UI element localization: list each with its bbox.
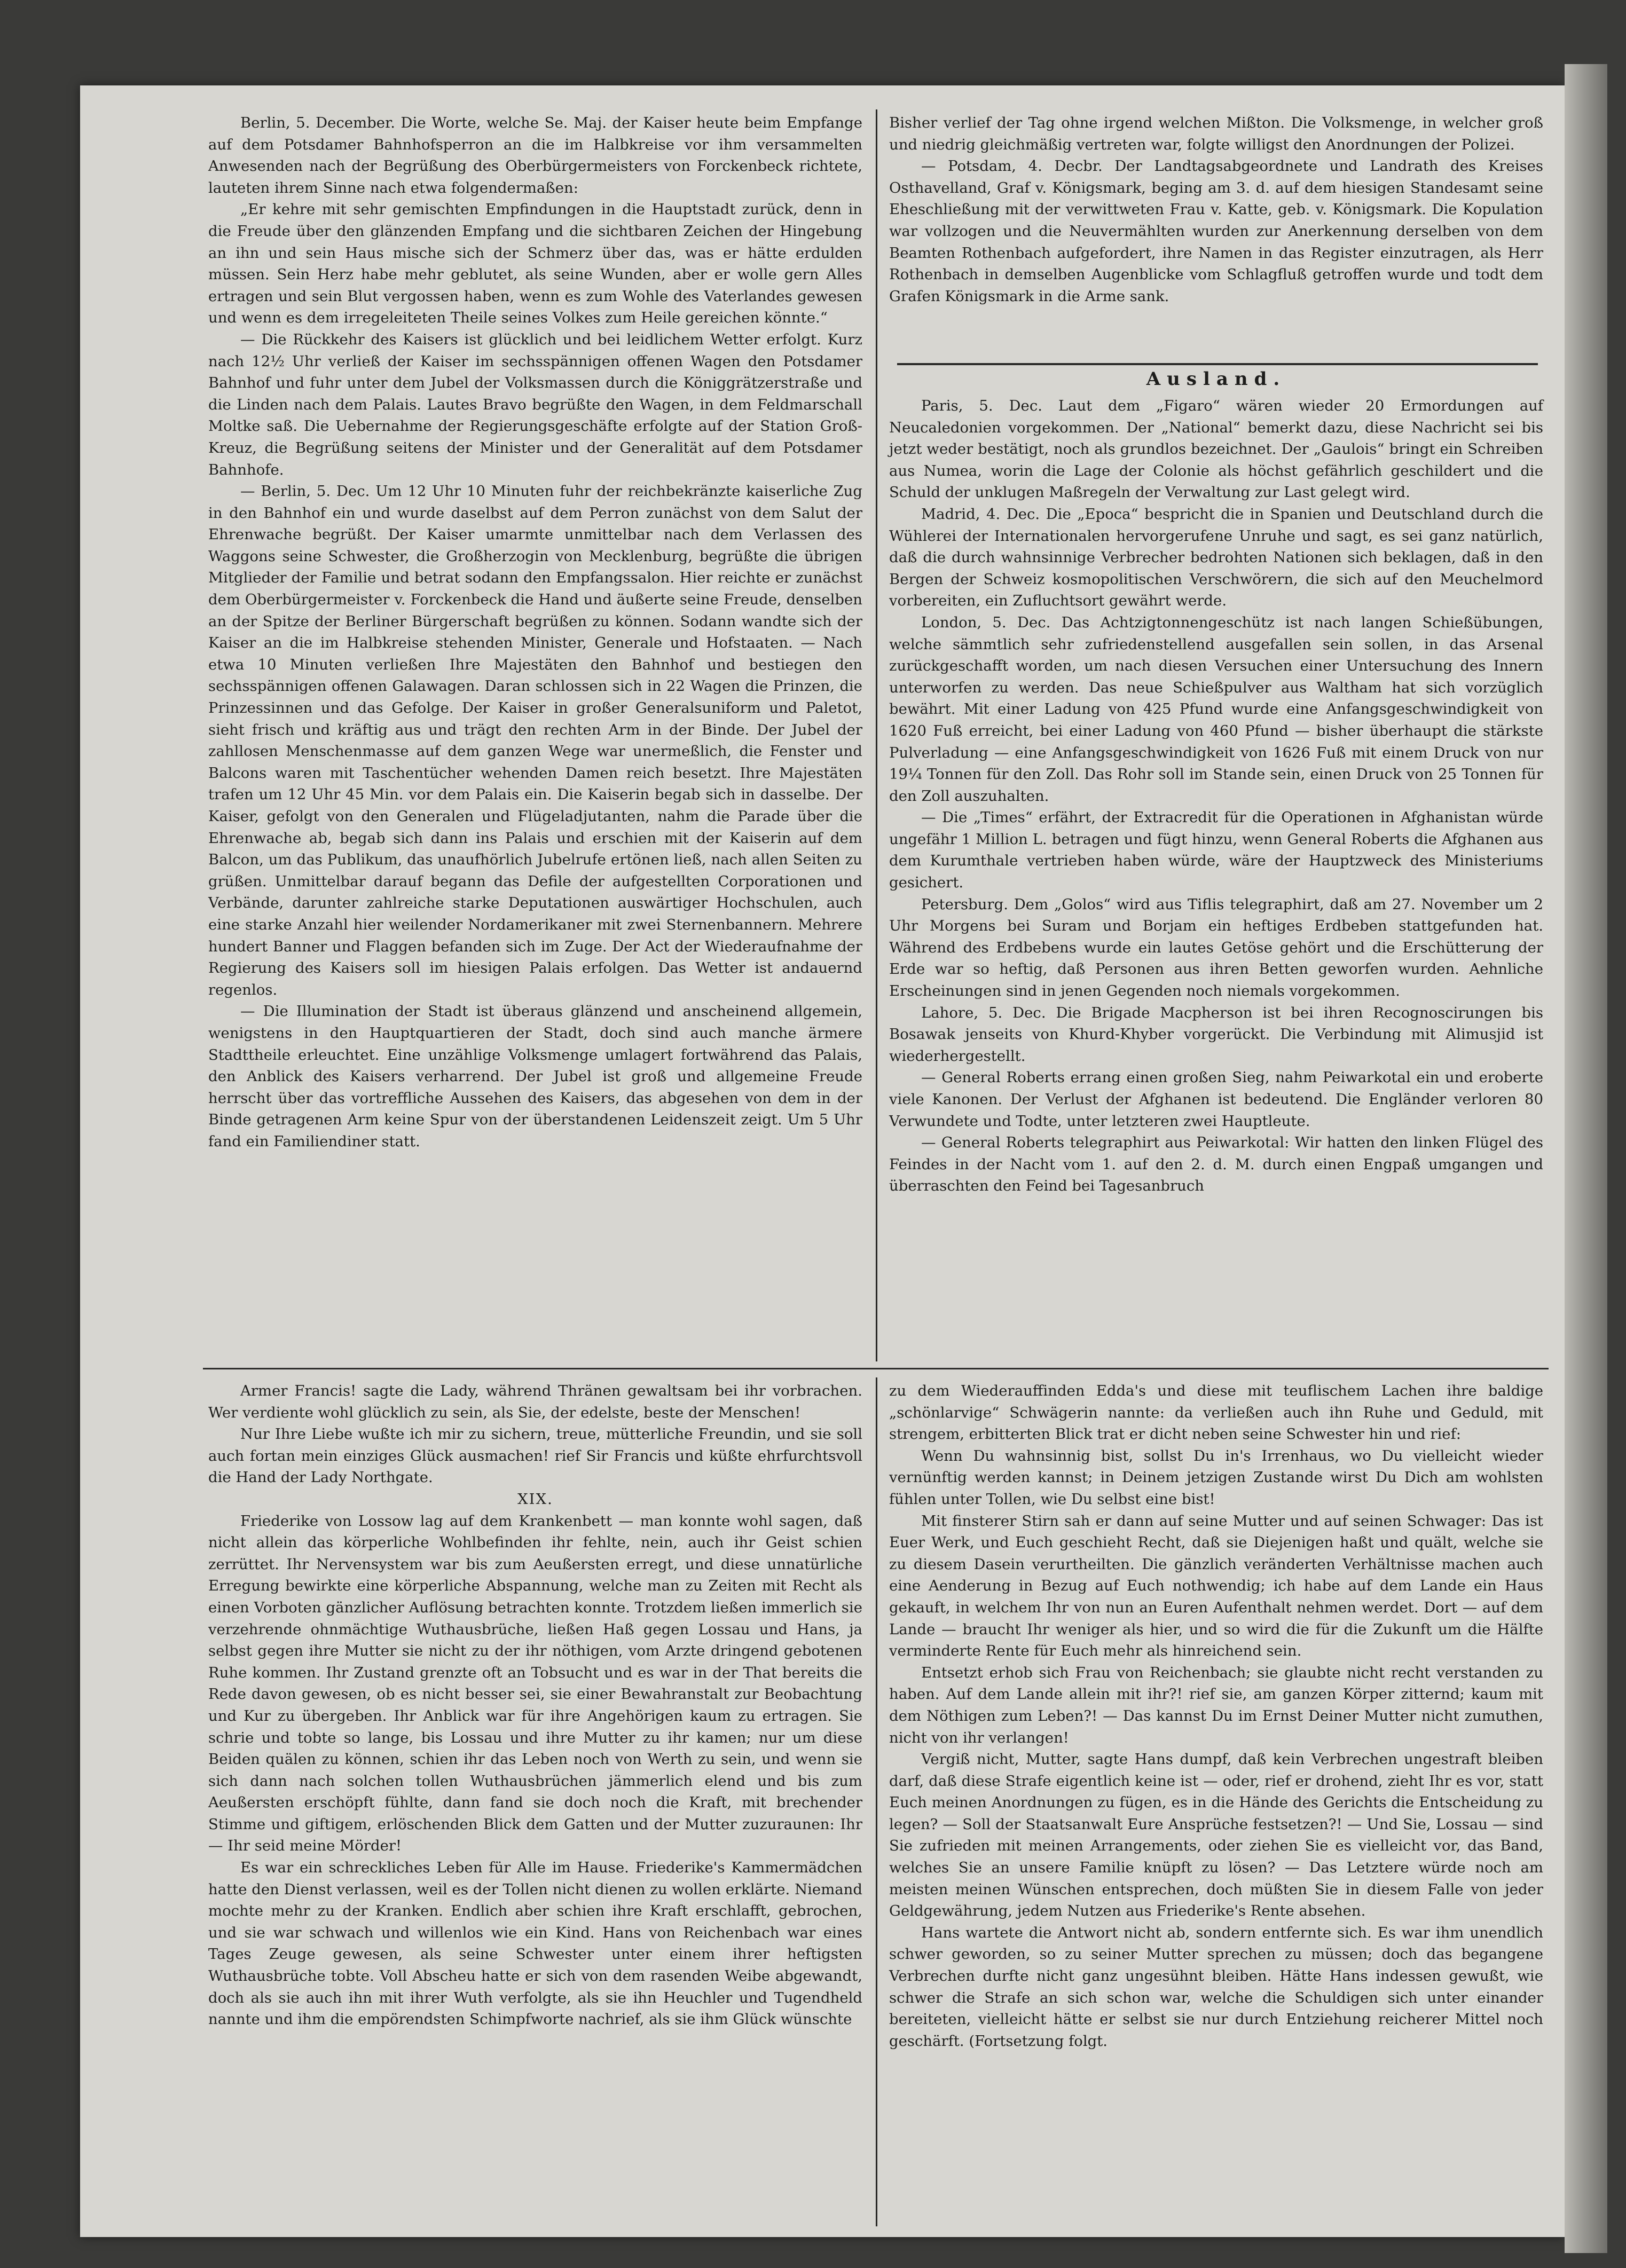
article-paragraph: — Potsdam, 4. Decbr. Der Landtagsabgeordnete und Landrath des Kreises Osthavelland, Graf v. Königsmark, beging am 3. d. auf dem hiesigen Standesamt seine Eheschließung mit der verwittweten Frau v. Katte, geb. v. Königsmark. Die Kopulation war vollzogen und die Neuvermählten wurden zur Anerkennung derselben von dem Beamten Rothenbach aufgefordert, ihre Namen in das Register einzutragen, als Herr Rothenbach in demselben Augenblicke vom Schlagfluß getroffen wurde und todt dem Grafen Königsmark in die Arme sank. [889, 158, 1543, 305]
story-paragraph: Wenn Du wahnsinnig bist, sollst Du in's Irrenhaus, wo Du vielleicht wieder vernünftig werden kannst; in Deinem jetzigen Zustande wirst Du Dich am wohlsten fühlen unter Tollen, wie Du selbst eine bist! [889, 1447, 1543, 1508]
story-paragraph: Hans wartete die Antwort nicht ab, sondern entfernte sich. Es war ihm unendlich schwer geworden, so zu seiner Mutter sprechen zu müssen; doch das begangene Verbrechen durfte nicht ganz ungesühnt bleiben. Hätte Hans indessen gewußt, wie schwer die Strafe an sich schon war, welche die Schuldigen sich unter einander bereiteten, vielleicht hätte er selbst sie nur durch Entziehung reicherer Mittel noch geschärft. (Fortsetzung folgt. [889, 1924, 1543, 2050]
feuilleton-rule [203, 1368, 1549, 1369]
news-item-roberts: — General Roberts errang einen großen Sieg, nahm Peiwarkotal ein und eroberte viele Kanonen. Der Verlust der Afghanen ist bedeutend. Die Engländer verloren 80 Verwundete und Todte, unter letzteren zwei Hauptleute. [889, 1069, 1543, 1130]
section-heading-ausland: Ausland. [1146, 368, 1286, 390]
article-paragraph: — Die Illumination der Stadt ist überaus glänzend und anscheinend allgemein, wenigstens in den Hauptquartieren der Stadt, doch sind auch manche ärmere Stadttheile erleuchtet. Eine unzählige Volksmenge umlagert fortwährend das Palais, den Anblick des Kaisers verharrend. Der Jubel ist groß und allgemeine Freude herrscht über das vortreffliche Aussehen des Kaisers, das abgesehen von dem in der Binde getragenen Arm keine Spur von der überstandenen Leidenszeit zeigt. Um 5 Uhr fand ein Familiendiner statt. [208, 1003, 862, 1150]
story-paragraph: Friederike von Lossow lag auf dem Krankenbett — man konnte wohl sagen, daß nicht allein das körperliche Wohlbefinden ihr fehlte, nein, auch ihr Geist schien zerrüttet. Ihr Nervensystem war bis zum Aeußersten erregt, und diese unnatürliche Erregung bewirkte eine körperliche Abspannung, welche man zu Zeiten mit Recht als einen Vorboten gänzlicher Auflösung betrachten konnte. Trotzdem ließen immerlich sie verzehrende ohnmächtige Wuthausbrüche, ließen Haß gegen Lossau und Hans, ja selbst gegen ihre Mutter sie nicht zu der ihr nöthigen, vom Arzte dringend gebotenen Ruhe kommen. Ihr Zustand grenzte oft an Tobsucht und es war in der That bereits die Rede davon gewesen, ob es nicht besser sei, sie einer Bewahranstalt zur Beobachtung und Kur zu übergeben. Ihr Anblick war für ihre Angehörigen kaum zu ertragen. Sie schrie und tobte so lange, bis Lossau und ihre Mutter zu ihr kamen; nur um diese Beiden quälen zu können, schien ihr das Leben noch von Werth zu sein, und wenn sie sich dann nach solchen tollen Wuthausbrüchen jämmerlich elend und bis zum Aeußersten erschöpft fühlte, dann fand sie doch noch die Kraft, mit brechender Stimme und giftigem, erlöschenden Blick dem Gatten und der Mutter zuzuraunen: Ihr — Ihr seid meine Mörder! [208, 1512, 862, 1855]
story-paragraph: Mit finsterer Stirn sah er dann auf seine Mutter und auf seinen Schwager: Das ist Euer Werk, und Euch geschieht Recht, daß sie Diejenigen haßt und quält, welche sie zu diesem Dasein verurtheilten. Die gänzlich veränderten Verhältnisse machen auch eine Aenderung in Bezug auf Euch nothwendig; ich habe auf dem Lande ein Haus gekauft, in welchem Ihr von nun an Euren Aufenthalt nehmen werdet. Dort — auf dem Lande — braucht Ihr weniger als hier, und so wird die für die Zukunft um die Hälfte verminderte Rente für Euch mehr als hinreichend sein. [889, 1512, 1543, 1660]
column-ausland [889, 395, 1543, 1197]
section-rule [897, 363, 1538, 365]
news-item-london: London, 5. Dec. Das Achtzigtonnengeschütz ist nach langen Schießübungen, welche sämmtlich sehr zufriedenstellend ausgefallen sein sollen, in das Arsenal zurückgeschafft worden, um nach diesen Versuchen einer Untersuchung des Innern unterworfen zu werden. Das neue Schießpulver aus Waltham hat sich vorzüglich bewährt. Mit einer Ladung von 425 Pfund wurde eine Anfangsgeschwindigkeit von 1620 Fuß erreicht, bei einer Ladung von 460 Pfund — bisher überhaupt die stärkste Pulverladung — eine Anfangsgeschwindigkeit von 1626 Fuß mit einem Druck von nur 19¼ Tonnen für den Zoll. Das Rohr soll im Stande sein, einen Druck von 25 Tonnen für den Zoll auszuhalten. [889, 613, 1543, 805]
article-paragraph: Bisher verlief der Tag ohne irgend welchen Mißton. Die Volksmenge, in welcher groß und niedrig gleichmäßig vertreten war, folgte willigst den Anordnungen der Polizei. [889, 114, 1543, 153]
story-paragraph: Entsetzt erhob sich Frau von Reichenbach; sie glaubte nicht recht verstanden zu haben. Auf dem Lande allein mit ihr?! rief sie, am ganzen Körper zitternd; kaum mit dem Nöthigen zum Leben?! — Das kannst Du im Ernst Deiner Mutter nicht zumuthen, nicht von ihr verlangen! [889, 1664, 1543, 1746]
news-item-petersburg: Petersburg. Dem „Golos“ wird aus Tiflis telegraphirt, daß am 27. November um 2 Uhr Morgens bei Suram und Borjam ein heftiges Erdbeben stattgefunden hat. Während des Erdbebens wurde ein lautes Getöse gehört und die Erschütterung der Erde war so heftig, daß Personen aus ihren Betten geworfen wurden. Aehnliche Erscheinungen sind in jenen Gegenden noch niemals vorgekommen. [889, 895, 1543, 1000]
column-top-left [208, 112, 862, 1153]
story-paragraph: zu dem Wiederauffinden Edda's und diese mit teuflischem Lachen ihre baldige „schönlarvige“ Schwägerin nannte: da verließen auch ihn Ruhe und Geduld, mit strengem, erbitterten Blick trat er dicht neben seine Schwester hin und rief: [889, 1382, 1543, 1443]
page-edge [1565, 64, 1607, 2253]
news-item-paris: Paris, 5. Dec. Laut dem „Figaro“ wären wieder 20 Ermordungen auf Neucaledonien vorgekommen. Der „National“ bemerkt dazu, diese Nachricht sei bis jetzt weder bestätigt, noch als grundlos bezeichnet. Der „Gaulois“ bringt ein Schreiben aus Numea, worin die Lage der Colonie als höchst gefährlich geschildert und die Schuld der unklugen Maßregeln der Verwaltung zur Last gelegt wird. [889, 397, 1543, 501]
article-paragraph: — Die Rückkehr des Kaisers ist glücklich und bei leidlichem Wetter erfolgt. Kurz nach 12½ Uhr verließ der Kaiser im sechsspännigen offenen Wagen den Potsdamer Bahnhof und fuhr unter dem Jubel der Volksmassen durch die Königgrätzerstraße und die Linden nach dem Palais. Lautes Bravo begrüßte den Wagen, in dem Feldmarschall Moltke saß. Die Uebernahme der Regierungsgeschäfte erfolgte auf der Station Groß-Kreuz, die Begrüßung seitens der Minister und der Generalität auf dem Potsdamer Bahnhofe. [208, 330, 862, 478]
story-paragraph: Armer Francis! sagte die Lady, während Thränen gewaltsam bei ihr vorbrachen. Wer verdiente wohl glücklich zu sein, als Sie, der edelste, beste der Menschen! [208, 1382, 862, 1421]
news-item-roberts-telegram: — General Roberts telegraphirt aus Peiwarkotal: Wir hatten den linken Flügel des Feindes in der Nacht vom 1. auf den 2. d. M. durch einen Engpaß umgangen und überraschten den Feind bei Tagesanbruch [889, 1134, 1543, 1195]
column-divider [876, 109, 877, 1361]
feuilleton-column-left [208, 1380, 862, 2030]
column-top-right [889, 112, 1543, 307]
story-paragraph: Vergiß nicht, Mutter, sagte Hans dumpf, daß kein Verbrechen ungestraft bleiben darf, daß diese Strafe eigentlich keine ist — oder, rief er drohend, zieht Ihr es vor, statt Euch meinen Anordnungen zu fügen, es in die Hände des Gerichts die Entscheidung zu legen? — Soll der Staatsanwalt Eure Ansprüche festsetzen?! — Und Sie, Lossau — sind Sie zufrieden mit meinen Arrangements, oder ziehen Sie es vielleicht vor, das Band, welches Sie an unsere Familie knüpft zu lösen? — Das Letztere würde noch am meisten meinen Wünschen entsprechen, doch müßten Sie in diesem Falle von jeder Geldgewährung, jedem Nutzen aus Friederike's Rente absehen. [889, 1751, 1543, 1920]
article-paragraph: Berlin, 5. December. Die Worte, welche Se. Maj. der Kaiser heute beim Empfange auf dem Potsdamer Bahnhofsperron an die im Halbkreise vor ihm versammelten Anwesenden nach der Begrüßung des Oberbürgermeisters von Forckenbeck richtete, lauteten ihrem Sinne nach etwa folgendermaßen: [208, 114, 862, 196]
chapter-numeral: XIX. [517, 1490, 553, 1508]
news-item-times: — Die „Times“ erfährt, der Extracredit für die Operationen in Afghanistan würde ungefähr 1 Million L. betragen und fügt hinzu, wenn General Roberts die Afghanen aus dem Kurumthale vertrieben haben würde, wäre der Hauptzweck des Ministeriums gesichert. [889, 809, 1543, 892]
story-paragraph: Nur Ihre Liebe wußte ich mir zu sichern, treue, mütterliche Freundin, und sie soll auch fortan mein einziges Glück ausmachen! rief Sir Francis und küßte ehrfurchtsvoll die Hand der Lady Northgate. [208, 1426, 862, 1486]
news-item-lahore: Lahore, 5. Dec. Die Brigade Macpherson ist bei ihren Recognoscirungen bis Bosawak jenseits von Khurd-Khyber vorgerückt. Die Verbindung mit Alimusjid ist wiederhergestellt. [889, 1004, 1543, 1065]
story-paragraph: Es war ein schreckliches Leben für Alle im Hause. Friederike's Kammermädchen hatte den Dienst verlassen, weil es der Tollen nicht dienen zu wollen erklärte. Niemand mochte mehr zu der Kranken. Endlich aber schien ihre Kraft erschlafft, gebrochen, und sie war schwach und willenlos wie ein Kind. Hans von Reichenbach war eines Tages Zeuge gewesen, als seine Schwester unter einem ihrer heftigsten Wuthausbrüche tobte. Voll Abscheu hatte er sich von dem rasenden Weibe abgewandt, doch als sie auch ihn mit ihrer Wuth verfolgte, als sie ihn Heuchler und Tugendheld nannte und ihm die empörendsten Schimpfworte nachrief, als sie ihm Glück wünschte [208, 1859, 862, 2028]
article-paragraph: — Berlin, 5. Dec. Um 12 Uhr 10 Minuten fuhr der reichbekränzte kaiserliche Zug in den Bahnhof ein und wurde daselbst auf dem Perron zunächst von dem Salut der Ehrenwache begrüßt. Der Kaiser umarmte unmittelbar nach dem Verlassen des Waggons seine Schwester, die Großherzogin von Mecklenburg, begrüßte die übrigen Mitglieder der Familie und betrat sodann den Empfangssalon. Hier reichte er zunächst dem Oberbürgermeister v. Forckenbeck die Hand und äußerte seine Freude, denselben an der Spitze der Berliner Bürgerschaft begrüßen zu können. Sodann wandte sich der Kaiser an die im Halbkreise stehenden Minister, Generale und Hofstaaten. — Nach etwa 10 Minuten verließen Ihre Majestäten den Bahnhof und bestiegen den sechsspännigen offenen Galawagen. Daran schlossen sich in 22 Wagen die Prinzen, die Prinzessinnen und das Gefolge. Der Kaiser in großer Generalsuniform und Paletot, sieht frisch und kräftig aus und trägt den rechten Arm in der Binde. Der Jubel der zahllosen Menschenmasse auf dem ganzen Wege war unermeßlich, die Fenster und Balcons waren mit Taschentücher wehenden Damen reich besetzt. Ihre Majestäten trafen um 12 Uhr 45 Min. vor dem Palais ein. Die Kaiserin begab sich in dasselbe. Der Kaiser, gefolgt von den Generalen und Flügeladjutanten, nahm die Parade über die Ehrenwache ab, begab sich dann ins Palais und erschien mit der Kaiserin auf dem Balcon, um das Publikum, das unaufhörlich Jubelrufe ertönen ließ, nach allen Seiten zu grüßen. Unmittelbar darauf begann das Defile der aufgestellten Corporationen und Verbände, darunter zahlreiche starke Deputationen auswärtiger Hochschulen, auch eine starke Anzahl hier weilender Nordamerikaner mit zwei Sternenbannern. Mehrere hundert Banner und Flaggen befanden sich im Zuge. Der Act der Wiederaufnahme der Regierung des Kaisers soll im hiesigen Palais erfolgen. Das Wetter ist andauernd regenlos. [208, 483, 862, 998]
article-paragraph: „Er kehre mit sehr gemischten Empfindungen in die Hauptstadt zurück, denn in die Freude über den glänzenden Empfang und die sichtbaren Zeichen der Hingebung an ihn und sein Haus mische sich der Schmerz über das, was er hätte erdulden müssen. Sein Herz habe mehr geblutet, als seine Wunden, aber er wolle gern Alles ertragen und sein Blut vergossen haben, wenn es zum Wohle des Vaterlandes gewesen und wenn es dem irregeleiteten Theile seines Volkes zum Heile gereichen könnte.“ [208, 201, 862, 327]
news-item-madrid: Madrid, 4. Dec. Die „Epoca“ bespricht die in Spanien und Deutschland durch die Wühlerei der Internationalen hervorgerufene Unruhe und sagt, es sei ganz natürlich, daß die durch wahnsinnige Verbrecher bedrohten Nationen sich beklagen, daß in den Bergen der Schweiz kosmopolitischen Verschwörern, die sich auf den Meuchelmord vorbereiten, ein Zufluchtsort gewährt werde. [889, 505, 1543, 610]
feuilleton-column-right [889, 1380, 1543, 2052]
column-divider [876, 1377, 877, 2226]
